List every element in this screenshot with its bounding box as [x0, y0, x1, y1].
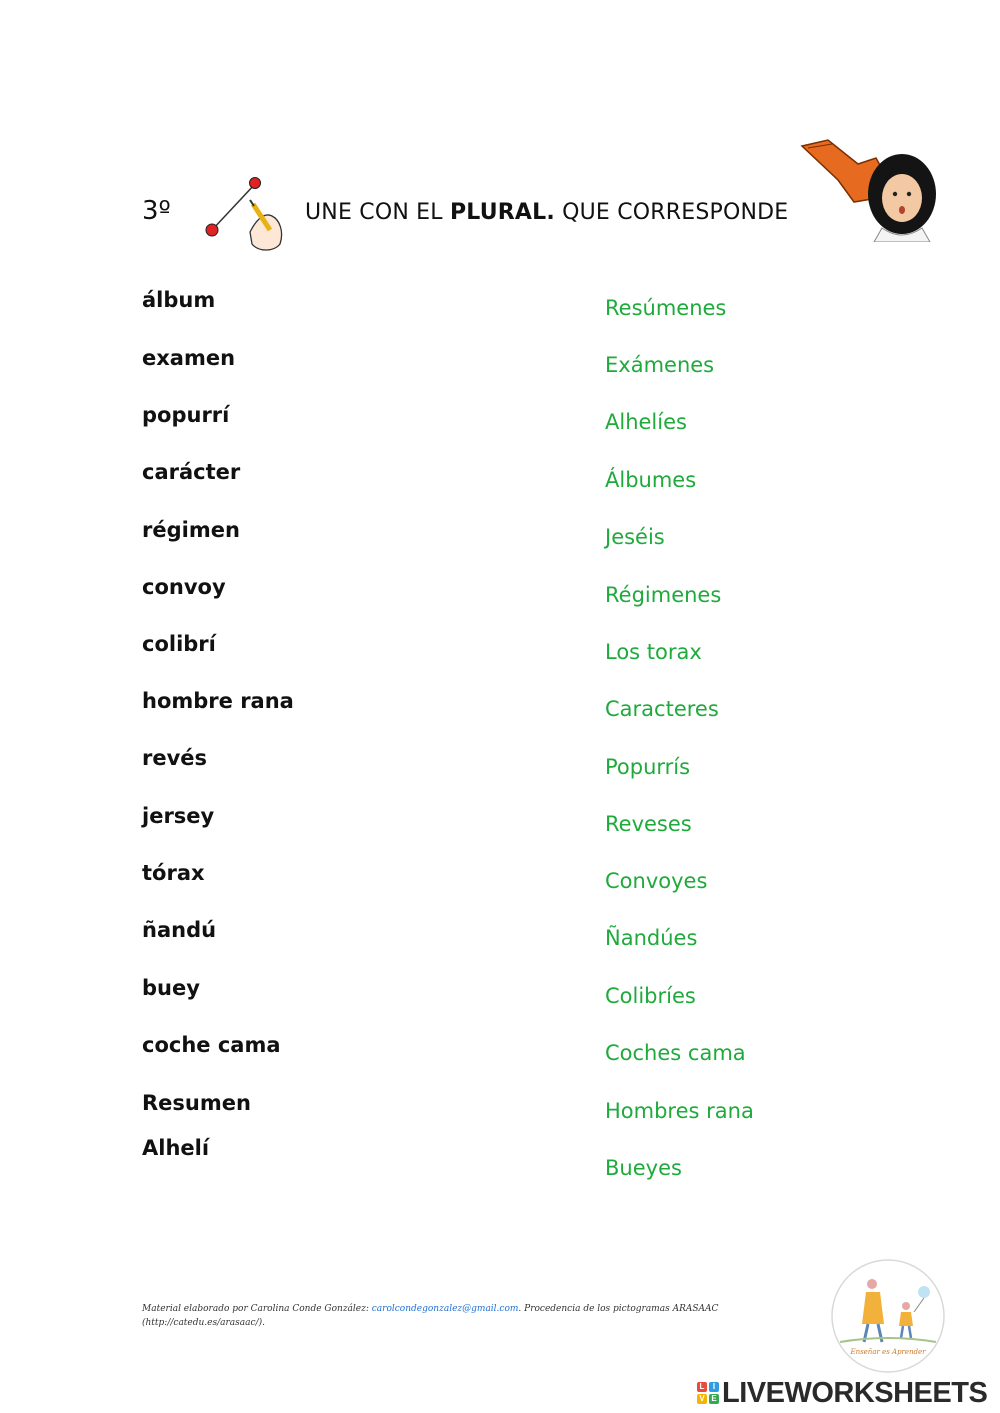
plural-word: Régimenes [605, 583, 722, 607]
footer-text-end: . Procedencia de los pictogramas ARASAAC (http://catedu.es/arasaac/). [142, 1304, 719, 1328]
footer-email-link[interactable]: carolcondegonzalez@gmail.com [371, 1304, 519, 1314]
singular-word: convoy [142, 575, 226, 599]
plural-word: Jeséis [605, 525, 665, 549]
grade-label: 3º [142, 196, 171, 226]
singular-word: popurrí [142, 403, 230, 427]
logo-block: L [697, 1382, 707, 1392]
liveworksheets-logo[interactable] [697, 1376, 987, 1410]
plural-word: Reveses [605, 812, 692, 836]
logo-block: E [709, 1394, 719, 1404]
singular-word: examen [142, 346, 236, 370]
singular-word: colibrí [142, 632, 216, 656]
singular-word: álbum [142, 288, 216, 312]
plural-word: Bueyes [605, 1156, 682, 1180]
plural-word: Exámenes [605, 353, 715, 377]
ensenar-aprender-logo [828, 1258, 948, 1374]
singular-word: jersey [142, 804, 215, 828]
instruction-title [305, 200, 788, 225]
singular-word: hombre rana [142, 689, 294, 713]
girl-pointing-foam-hand-icon [798, 136, 940, 242]
plural-word: Los torax [605, 640, 702, 664]
plural-word: Caracteres [605, 697, 719, 721]
instruction-bold: PLURAL. [449, 200, 555, 225]
logo-caption: Enseñar es Aprender [850, 1348, 926, 1356]
logo-block: I [709, 1382, 719, 1392]
connect-dots-pencil-icon [198, 172, 290, 254]
singular-word: Resumen [142, 1091, 251, 1115]
plural-word: Álbumes [605, 468, 697, 492]
plural-word: Coches cama [605, 1041, 746, 1065]
plural-word: Hombres rana [605, 1099, 754, 1123]
plural-word: Alhelíes [605, 410, 687, 434]
singular-word: régimen [142, 518, 240, 542]
singular-word: Alhelí [142, 1136, 210, 1160]
plural-word: Resúmenes [605, 296, 727, 320]
plural-word: Popurrís [605, 755, 691, 779]
instruction-text: UNE CON EL [305, 200, 450, 225]
singular-word: ñandú [142, 918, 217, 942]
instruction-text-end: QUE CORRESPONDE [554, 200, 789, 225]
plural-word: Ñandúes [605, 926, 698, 950]
singular-word: revés [142, 746, 208, 770]
logo-block: V [697, 1394, 707, 1404]
singular-word: tórax [142, 861, 205, 885]
singular-word: carácter [142, 460, 241, 484]
footer-credit [142, 1302, 752, 1330]
plural-word: Colibríes [605, 984, 696, 1008]
singular-word: buey [142, 976, 200, 1000]
singular-word: coche cama [142, 1033, 281, 1057]
footer-text: Material elaborado por Carolina Conde González: [142, 1304, 372, 1314]
plural-word: Convoyes [605, 869, 708, 893]
liveworksheets-wordmark: LIVEWORKSHEETS [722, 1376, 988, 1409]
liveworksheets-blocks-icon [697, 1382, 719, 1404]
